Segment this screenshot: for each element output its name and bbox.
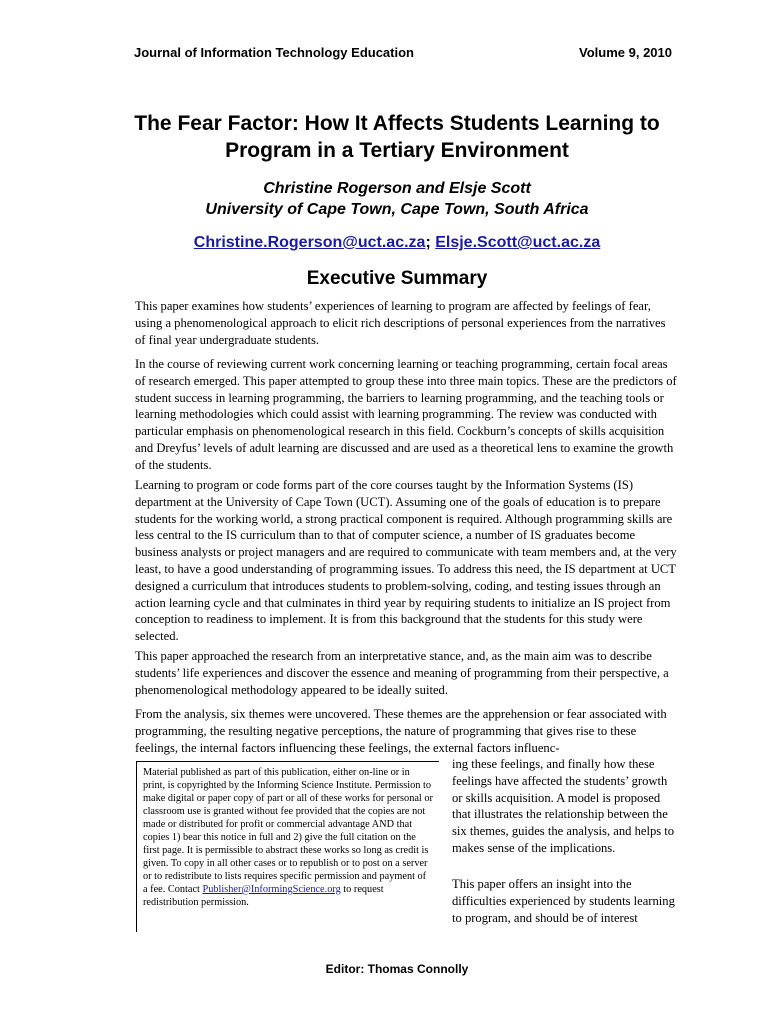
paper-title: The Fear Factor: How It Affects Students Learning to Program in a Tertiary Environment (134, 112, 660, 162)
author-emails (120, 234, 674, 252)
copyright-notice (143, 766, 433, 909)
paper-affiliation: University of Cape Town, Cape Town, South Africa (205, 201, 589, 218)
summary-paragraph-2: In the course of reviewing current work concerning learning or teaching programming, certain focal areas of research emerged. This paper attempted to group these into three main topics. These are the predictors of student success in learning programming, the barriers to learning programming, and the teaching tools or learning methodologies which could assist with learning programming. The review was conducted with particular emphasis on phenomenological research in this field. Cockburn’s concepts of skills acquisition and Dreyfus’ levels of adult learning are discussed and are used as a theoretical lens to examine the growth of the students. (135, 357, 677, 472)
summary-paragraph-3: Learning to program or code forms part of the core courses taught by the Information Systems (IS) department at the University of Cape Town (UCT). Assuming one of the goals of education is to prepare students for the working world, a strong practical component is required. Although programming skills are less central to the IS curriculum than to that of computer science, a number of IS graduates become business analysts or project managers and are required to communicate with team members and, at the very least, to have a good understanding of programming issues. To address this need, the IS department at UCT designed a curriculum that introduces students to problem-solving, coding, and testing issues through an action learning cycle and that culminates in third year by requiring students to initialize an IS project from conception to readiness to implement. It is from this background that the students for this study were selected. (135, 478, 677, 644)
copyright-text: Material published as part of this publication, either on-line or in print, is copyrighted by the Informing Science Institute. Permission to make digital or paper copy of part or all of these works for personal or classroom use is granted without fee provided that the copies are not made or distributed for profit or commercial advantage AND that copies 1) bear this notice in full and 2) give the full citation on the first page. It is permissible to abstract these works so long as credit is given. To copy in all other cases or to republish or to post on a server or to redistribute to lists requires specific permission and payment of a fee. Contact (143, 767, 433, 895)
journal-volume: Volume 9, 2010 (579, 45, 672, 60)
publisher-email-link[interactable]: Publisher@InformingScience.org (202, 884, 341, 895)
executive-summary-heading: Executive Summary (306, 268, 488, 289)
summary-paragraph-6: This paper offers an insight into the difficulties experienced by students learning to program, and should be of interest (452, 877, 675, 925)
journal-name: Journal of Information Technology Education (134, 45, 414, 60)
paper-authors: Christine Rogerson and Elsje Scott (263, 180, 531, 197)
copyright-tail: to request redistribution permission. (143, 884, 384, 908)
email-link-scott[interactable]: Elsje.Scott@uct.ac.za (435, 234, 601, 251)
summary-paragraph-4: This paper approached the research from an interpretative stance, and, as the main aim was to describe students’ life experiences and discover the essence and meaning of programming from their perspective, a phenomenological methodology appeared to be ideally suited. (135, 649, 669, 697)
summary-paragraph-5: From the analysis, six themes were uncovered. These themes are the apprehension or fear associated with programming, the resulting negative perceptions, the nature of programming that gives rise to these feelings, the internal factors influencing these feelings, the external factors influenc- (135, 707, 667, 755)
summary-paragraph-5-continued: ing these feelings, and finally how these feelings have affected the students’ growth or skills acquisition. A model is proposed that illustrates the relationship between the six themes, guides the analysis, and helps to makes sense of the implications. (452, 757, 675, 855)
editor-credit: Editor: Thomas Connolly (325, 962, 469, 976)
summary-paragraph-1: This paper examines how students’ experiences of learning to program are affected by feelings of fear, using a phenomenological approach to elicit rich descriptions of personal experiences from the narratives of final year undergraduate students. (135, 299, 666, 347)
email-separator: ; (425, 234, 436, 251)
email-link-rogerson[interactable]: Christine.Rogerson@uct.ac.za (193, 234, 426, 251)
